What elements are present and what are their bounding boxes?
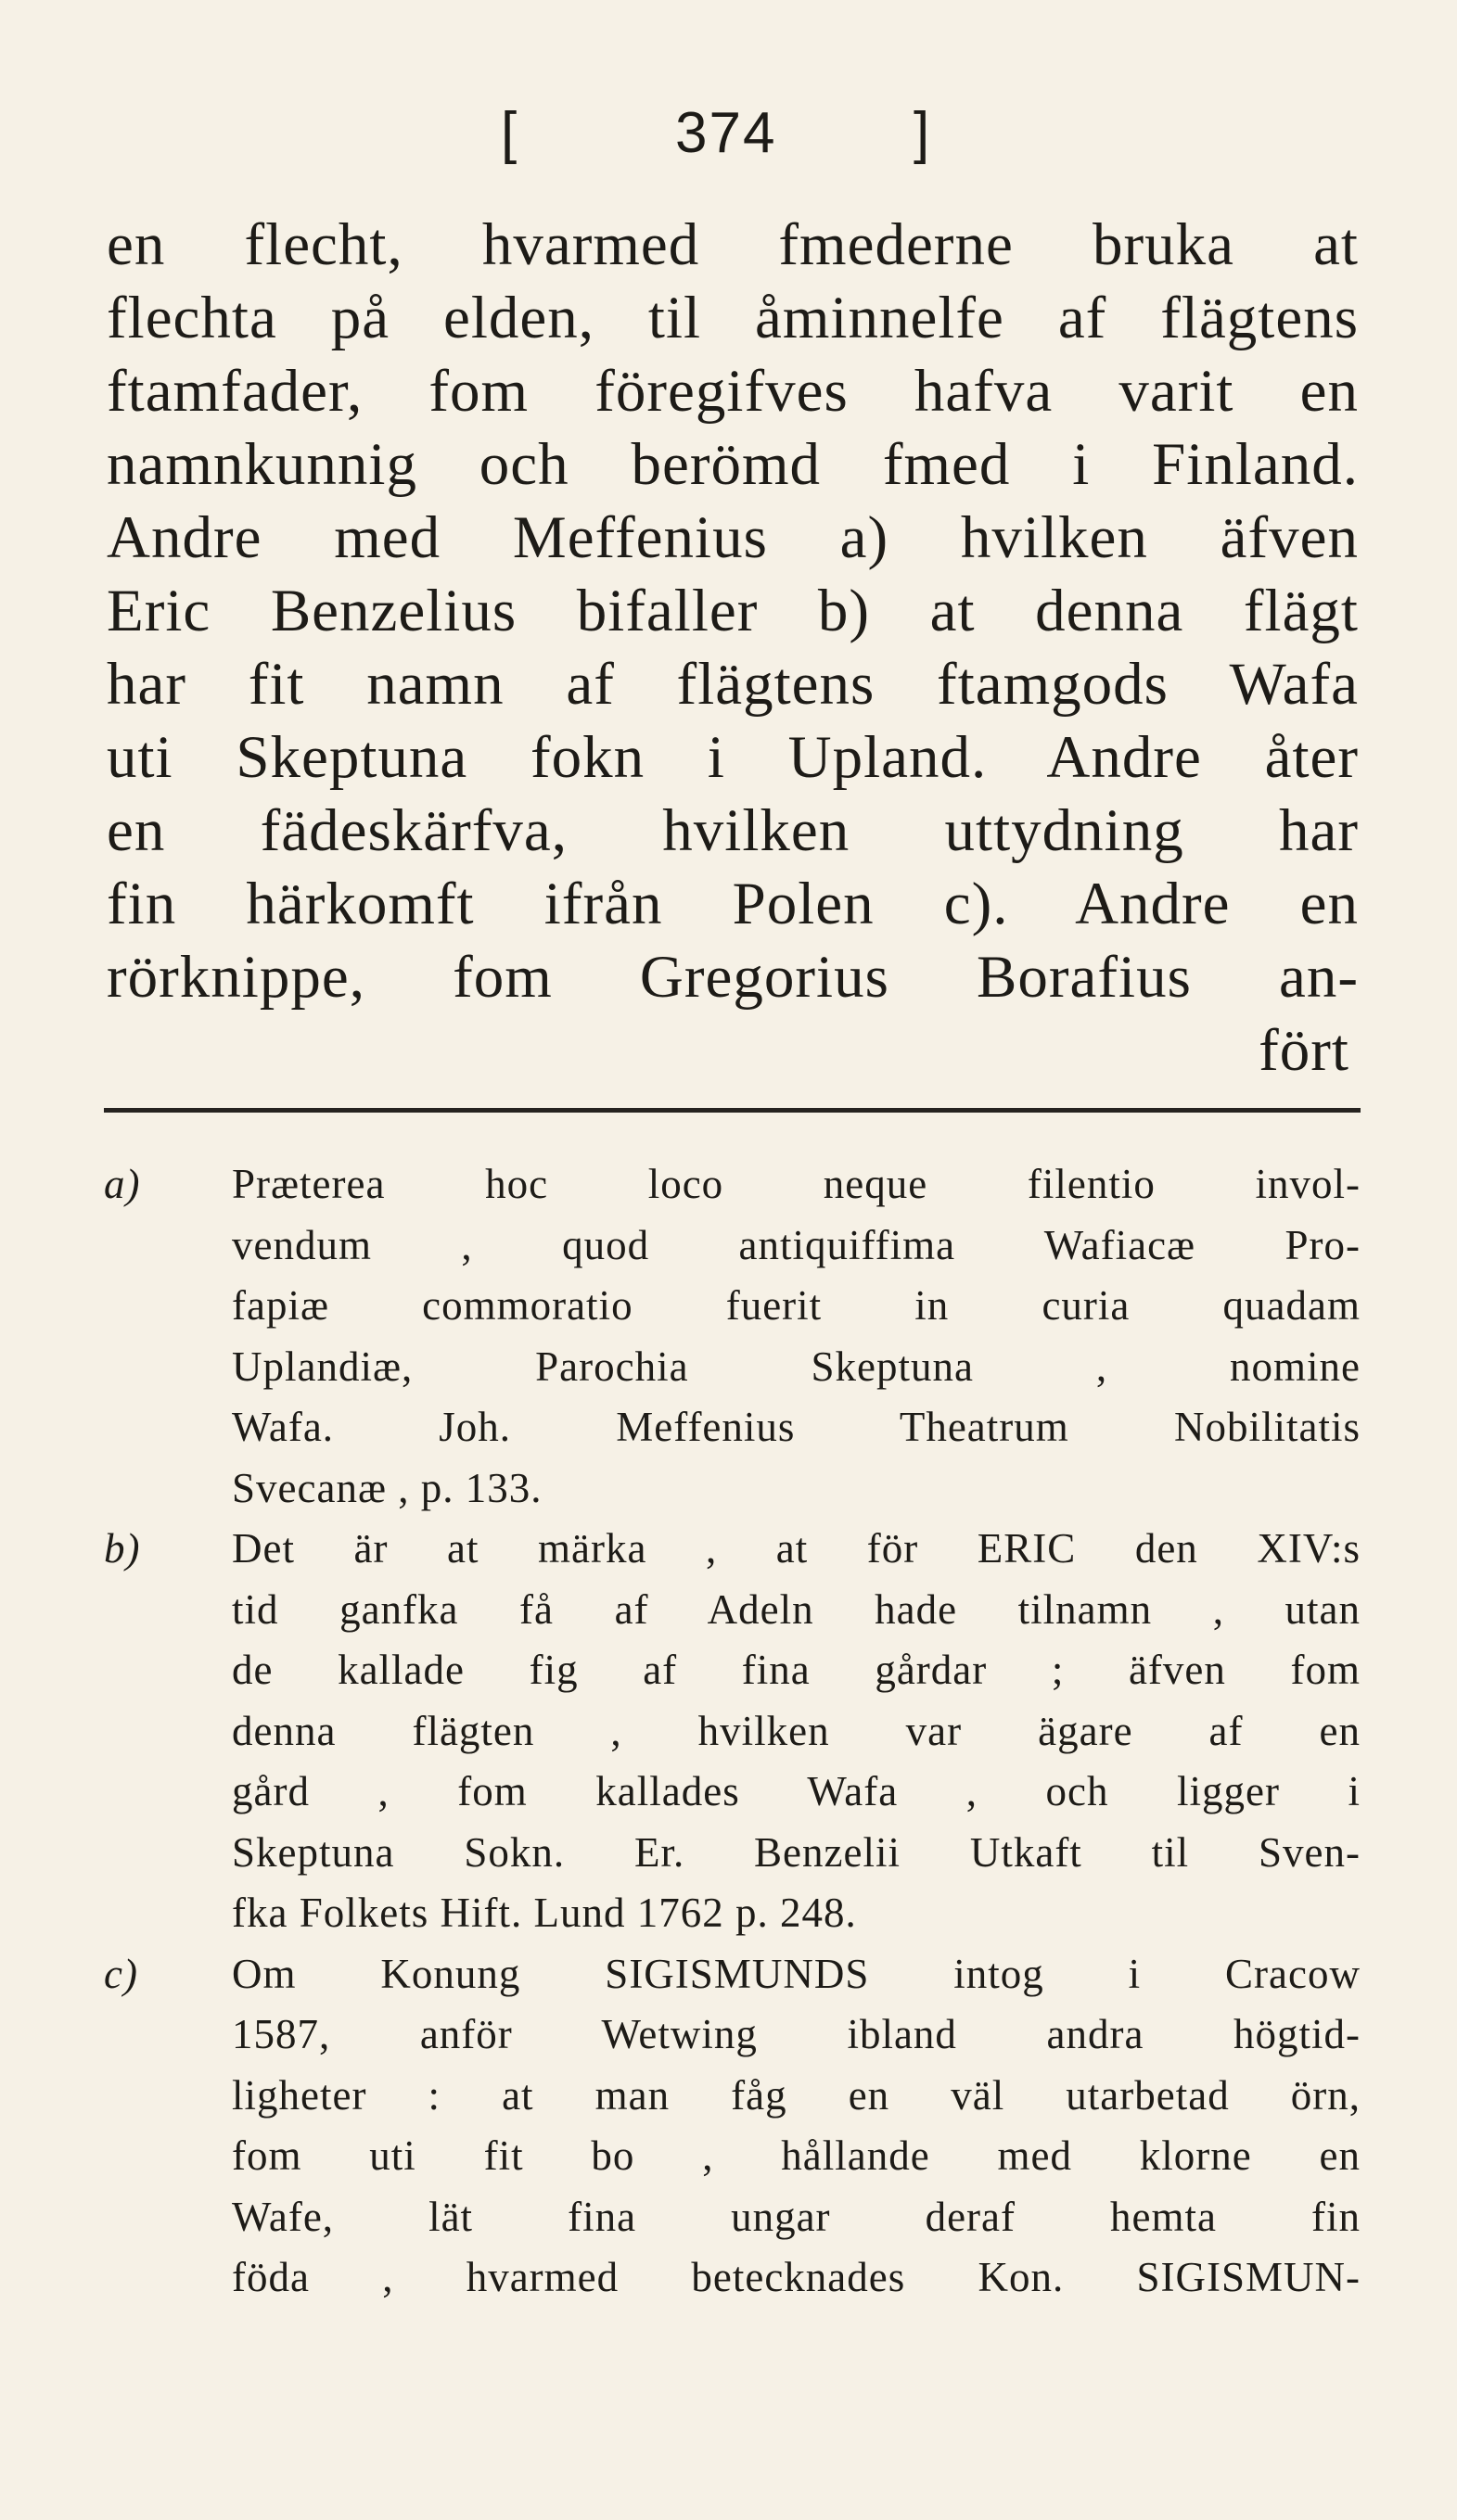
footnote-a-line <box>104 1154 1361 1215</box>
footnote-a-line: fapiæ commoratio fuerit in curia quadam <box>232 1282 1361 1329</box>
footnote-c-line <box>104 1944 1361 2005</box>
footnote-divider <box>104 1108 1361 1113</box>
main-text-line: flechta på elden, til åminnelfe af flägtens <box>107 285 1359 351</box>
header-bracket-right: ] <box>914 101 930 165</box>
main-text <box>107 209 1359 1088</box>
main-text-line: uti Skeptuna fokn i Upland. Andre åter <box>107 724 1359 791</box>
main-text-line: namnkunnig och berömd fmed i Finland. <box>107 431 1359 498</box>
main-text-line: har fit namn af flägtens ftamgods Wafa <box>107 651 1359 718</box>
page-number: 374 <box>675 101 777 165</box>
main-text-line: en flecht, hvarmed fmederne bruka at <box>107 211 1359 278</box>
footnote-marker-b: b) <box>104 1525 141 1572</box>
main-text-line: ftamfader, fom föregifves hafva varit en <box>107 358 1359 425</box>
footnote-b-line: gård , fom kallades Wafa , och ligger i <box>232 1768 1361 1814</box>
footnote-b-text: Det är at märka , at för ERIC den XIV:s <box>232 1525 1361 1572</box>
footnote-marker-c: c) <box>104 1950 138 1997</box>
footnote-b-line: tid ganfka få af Adeln hade tilnamn , utan <box>232 1585 1361 1633</box>
main-text-line: Eric Benzelius bifaller b) at denna flägt <box>107 578 1359 644</box>
footnote-b-line: de kallade fig af fina gårdar ; äfven fom <box>232 1647 1361 1693</box>
footnote-a-line: Svecanæ , p. 133. <box>232 1464 543 1511</box>
footnote-c-text: Om Konung SIGISMUNDS intog i Cracow <box>232 1950 1361 1997</box>
footnote-a-line: vendum , quod antiquiffima Wafiacæ Pro- <box>232 1221 1361 1268</box>
footnote-c-line: 1587, anför Wetwing ibland andra högtid- <box>232 2011 1361 2057</box>
catchword: fört <box>1259 1017 1349 1084</box>
footnote-b-line: Skeptuna Sokn. Er. Benzelii Utkaft til Sven- <box>232 1828 1361 1876</box>
footnote-c-line: fom uti fit bo , hållande med klorne en <box>232 2132 1361 2179</box>
footnote-marker-a: a) <box>104 1161 141 1207</box>
footnote-a-line: Uplandiæ, Parochia Skeptuna , nomine <box>232 1343 1361 1390</box>
header-bracket-left: [ <box>501 101 518 165</box>
main-text-line: rörknippe, fom Gregorius Borafius an- <box>107 944 1359 1011</box>
page-header <box>0 100 1457 174</box>
footnote-c-line: föda , hvarmed betecknades Kon. SIGISMUN- <box>232 2254 1361 2300</box>
footnote-a-line: Wafa. Joh. Meffenius Theatrum Nobilitatis <box>232 1404 1361 1450</box>
footnote-b-line <box>104 1519 1361 1580</box>
footnote-c-line: Wafe, lät fina ungar deraf hemta fin <box>232 2193 1361 2240</box>
footnotes <box>104 1154 1361 2309</box>
main-text-line: fin härkomft ifrån Polen c). Andre en <box>107 871 1359 937</box>
footnote-c-line: ligheter : at man fåg en väl utarbetad örn, <box>232 2071 1361 2119</box>
footnote-b-line: fka Folkets Hift. Lund 1762 p. 248. <box>232 1890 857 1936</box>
main-text-line: en fädeskärfva, hvilken uttydning har <box>107 797 1359 864</box>
footnote-b-line: denna flägten , hvilken var ägare af en <box>232 1707 1361 1754</box>
main-text-line: Andre med Meffenius a) hvilken äfven <box>107 504 1359 571</box>
footnote-a-text: Præterea hoc loco neque filentio invol- <box>232 1161 1361 1207</box>
